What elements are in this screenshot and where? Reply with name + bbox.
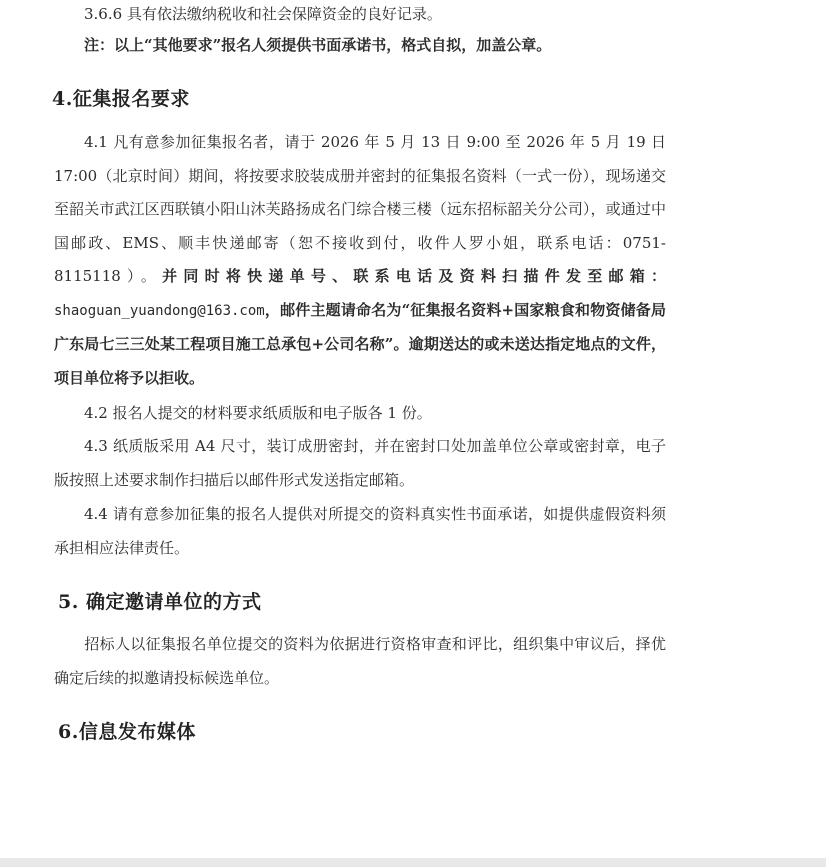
clause-4-2: 4.2 报名人提交的材料要求纸质版和电子版各 1 份。	[84, 404, 432, 422]
clause-4-3: 4.3 纸质版采用 A4 尺寸，装订成册密封，并在密封口处加盖单位公章或密封章，电子版按照上述要求制作扫描后以邮件形式发送指定邮箱。	[54, 437, 666, 489]
section-4-heading: 4.征集报名要求	[52, 88, 190, 110]
section-6-heading: 6.信息发布媒体	[58, 721, 196, 743]
clause-4-4: 4.4 请有意参加征集的报名人提供对所提交的资料真实性书面承诺，如提供虚假资料须承担相应法律责任。	[54, 505, 666, 557]
clause-4-1: 4.1 凡有意参加征集报名者，请于 2026 年 5 月 13 日 9:00 至 2026 年 5 月 19 日 17:00（北京时间）期间，将按要求胶装成册并密封的征集报名资料（一式一份），现场递交至韶关市武江区西联镇小阳山沐芙路扬成名门综合楼三楼（远东招标韶关分公司），或通过中国邮政、EMS、顺丰快递邮寄（恕不接收到付，收件人罗小姐，联系电话：0751-8115118）。并同时将快递单号、联系电话及资料扫描件发至邮箱：shaoguan_yuandong@163.com，邮件主题请命名为“征集报名资料+国家粮食和物资储备局广东局七三三处某工程项目施工总承包+公司名称”。逾期送达的或未送达指定地点的文件，项目单位将予以拒收。	[54, 133, 666, 387]
page-bottom-edge	[0, 858, 826, 867]
section-5-heading: 5. 确定邀请单位的方式	[58, 591, 262, 613]
clause-3-6-6: 3.6.6 具有依法缴纳税收和社会保障资金的良好记录。	[84, 5, 442, 23]
section-5-paragraph: 招标人以征集报名单位提交的资料为依据进行资格审查和评比，组织集中审议后，择优确定后续的拟邀请投标候选单位。	[54, 635, 666, 687]
note-paragraph: 注：以上“其他要求”报名人须提供书面承诺书，格式自拟，加盖公章。	[84, 36, 552, 54]
contact-email: shaoguan_yuandong@163.com	[54, 302, 265, 319]
